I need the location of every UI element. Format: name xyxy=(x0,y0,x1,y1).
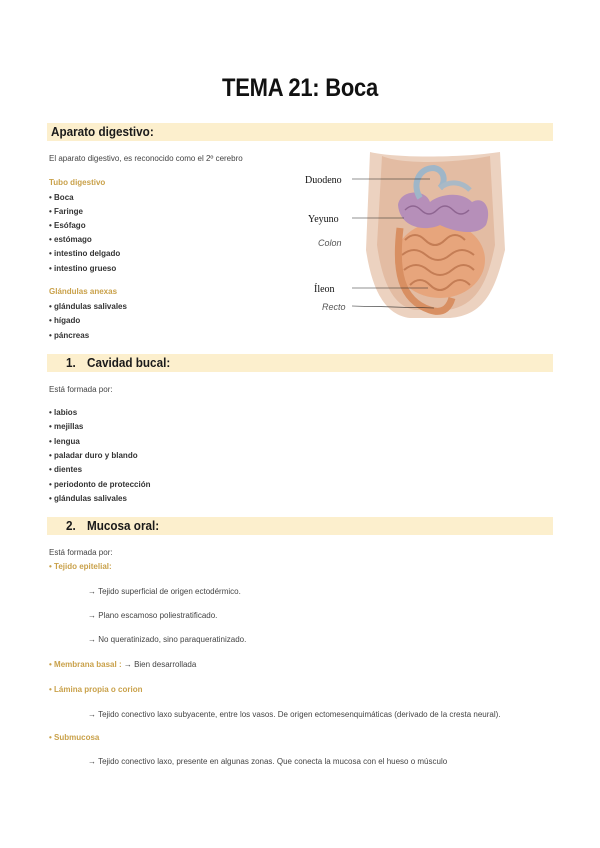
tejido-label: • Tejido epitelial: xyxy=(49,562,112,571)
list-item: • periodonto de protección xyxy=(49,480,151,489)
list-item: • glándulas salivales xyxy=(49,302,127,311)
tejido-line: → Tejido superficial de origen ectodérmico. xyxy=(88,587,241,596)
submucosa-label: • Submucosa xyxy=(49,733,100,742)
tejido-line: → No queratinizado, sino paraqueratinizado. xyxy=(88,635,247,644)
section-number-cavidad: 1. xyxy=(66,355,76,370)
membrana-row xyxy=(49,660,196,669)
submucosa-line: → Tejido conectivo laxo, presente en algunas zonas. Que conecta la mucosa con el hueso o músculo xyxy=(88,757,448,766)
membrana-text: → Bien desarrollada xyxy=(123,660,197,669)
lamina-label: • Lámina propia o corion xyxy=(49,685,143,694)
tejido-line: → Plano escamoso poliestratificado. xyxy=(88,611,218,620)
list-item: • mejillas xyxy=(49,422,84,431)
glandulas-label: Glándulas anexas xyxy=(49,287,118,296)
digestive-diagram xyxy=(300,150,510,320)
list-item: • hígado xyxy=(49,316,81,325)
page-title: TEMA 21: Boca xyxy=(222,74,378,102)
list-item: • intestino grueso xyxy=(49,264,117,273)
list-item: • glándulas salivales xyxy=(49,494,127,503)
mucosa-intro: Está formada por: xyxy=(49,548,113,557)
list-item: • Faringe xyxy=(49,207,83,216)
list-item: • paladar duro y blando xyxy=(49,451,138,460)
aparato-intro: El aparato digestivo, es reconocido como el 2º cerebro xyxy=(49,154,243,163)
list-item: • Esófago xyxy=(49,221,86,230)
list-item: • dientes xyxy=(49,465,83,474)
list-item: • estómago xyxy=(49,235,92,244)
section-heading-cavidad: Cavidad bucal: xyxy=(87,355,171,370)
cavidad-intro: Está formada por: xyxy=(49,385,113,394)
list-item: • Boca xyxy=(49,193,74,202)
list-item: • lengua xyxy=(49,437,80,446)
list-item: • intestino delgado xyxy=(49,249,121,258)
tubo-label: Tubo digestivo xyxy=(49,178,106,187)
lamina-line: → Tejido conectivo laxo subyacente, entre los vasos. De origen ectomesenquimáticas (derivado de la cresta neural). xyxy=(88,710,501,719)
section-heading-aparato: Aparato digestivo: xyxy=(51,124,154,139)
membrana-label: • Membrana basal : xyxy=(49,660,122,669)
label-recto: Recto xyxy=(322,302,346,312)
section-heading-mucosa: Mucosa oral: xyxy=(87,518,160,533)
label-yeyuno: Yeyuno xyxy=(308,214,339,225)
list-item: • labios xyxy=(49,408,78,417)
label-duodeno: Duodeno xyxy=(305,175,342,186)
label-ileon: Íleon xyxy=(314,284,335,295)
label-colon: Colon xyxy=(318,238,342,248)
section-number-mucosa: 2. xyxy=(66,518,76,533)
list-item: • páncreas xyxy=(49,331,90,340)
